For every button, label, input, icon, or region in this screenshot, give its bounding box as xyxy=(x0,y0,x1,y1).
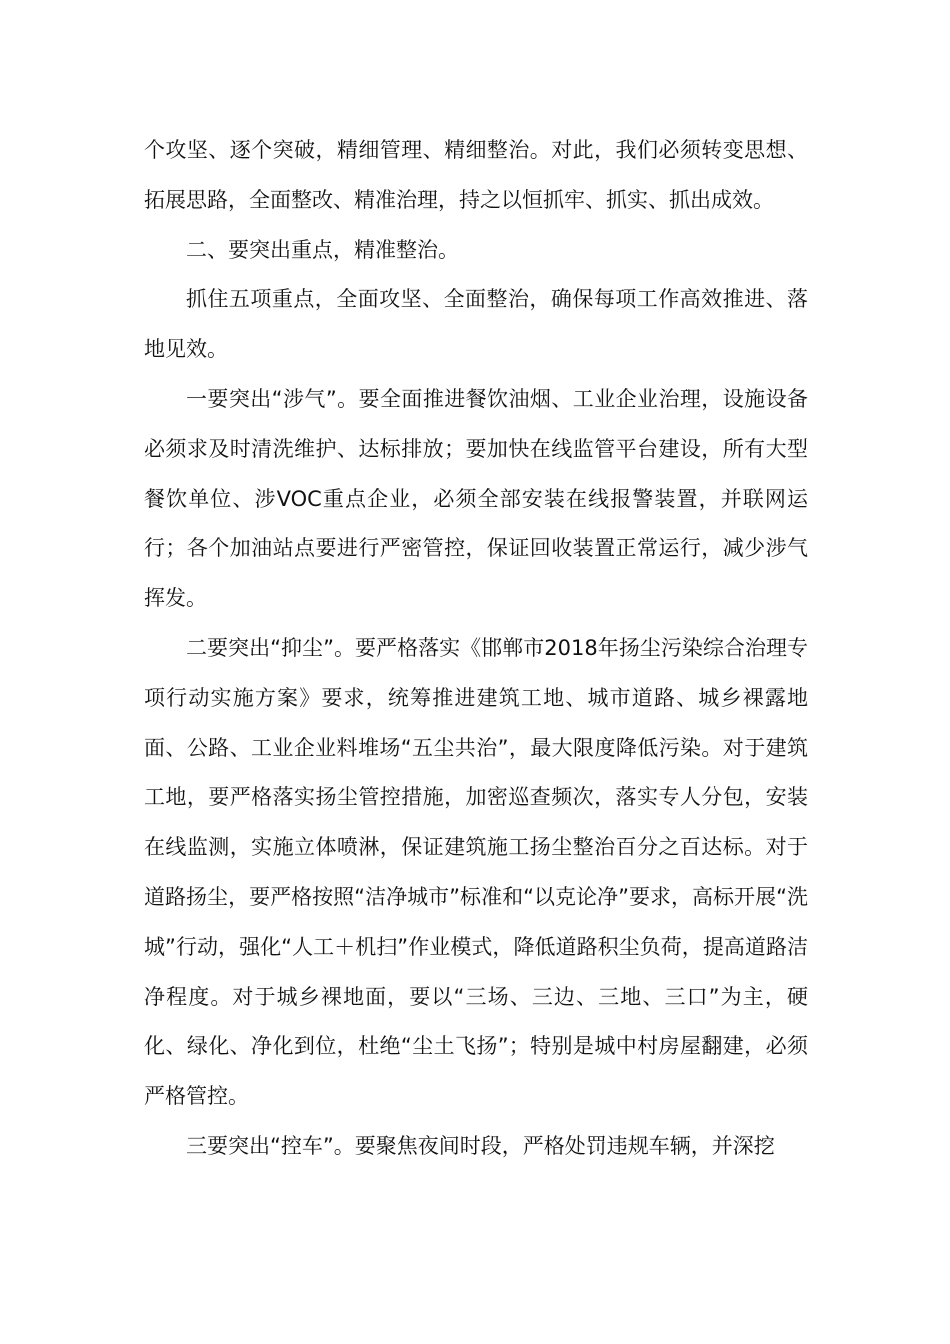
paragraph-air: 一要突出“涉气”。要全面推进餐饮油烟、工业企业治理，设施设备必须求及时清洗维护、达标排放；要加快在线监管平台建设，所有大型餐饮单位、涉VOC重点企业，必须全部安装在线报警装置，并联网运行；各个加油站点要进行严密管控，保证回收装置正常运行，减少涉气挥发。 xyxy=(144,386,808,611)
paragraph-vehicle: 三要突出“控车”。要聚焦夜间时段，严格处罚违规车辆，并深挖 xyxy=(186,1133,775,1158)
document-body xyxy=(144,126,808,1172)
paragraph-dust: 二要突出“抑尘”。要严格落实《邯郸市2018年扬尘污染综合治理专项行动实施方案》要求，统筹推进建筑工地、城市道路、城乡裸露地面、公路、工业企业料堆场“五尘共治”，最大限度降低污染。对于建筑工地，要严格落实扬尘管控措施，加密巡查频次，落实专人分包，安装在线监测，实施立体喷淋，保证建筑施工扬尘整治百分之百达标。对于道路扬尘，要严格按照“洁净城市”标准和“以克论净”要求，高标开展“洗城”行动，强化“人工＋机扫”作业模式，降低道路积尘负荷，提高道路洁净程度。对于城乡裸地面，要以“三场、三边、三地、三口”为主，硬化、绿化、净化到位，杜绝“尘土飞扬”；特别是城中村房屋翻建，必须严格管控。 xyxy=(144,635,808,1109)
paragraph-continuation: 个攻坚、逐个突破，精细管理、精细整治。对此，我们必须转变思想、拓展思路，全面整改、精准治理，持之以恒抓牢、抓实、抓出成效。 xyxy=(144,138,808,212)
paragraph-intro: 抓住五项重点，全面攻坚、全面整治，确保每项工作高效推进、落地见效。 xyxy=(144,287,808,362)
section-heading: 二、要突出重点，精准整治。 xyxy=(186,237,459,262)
